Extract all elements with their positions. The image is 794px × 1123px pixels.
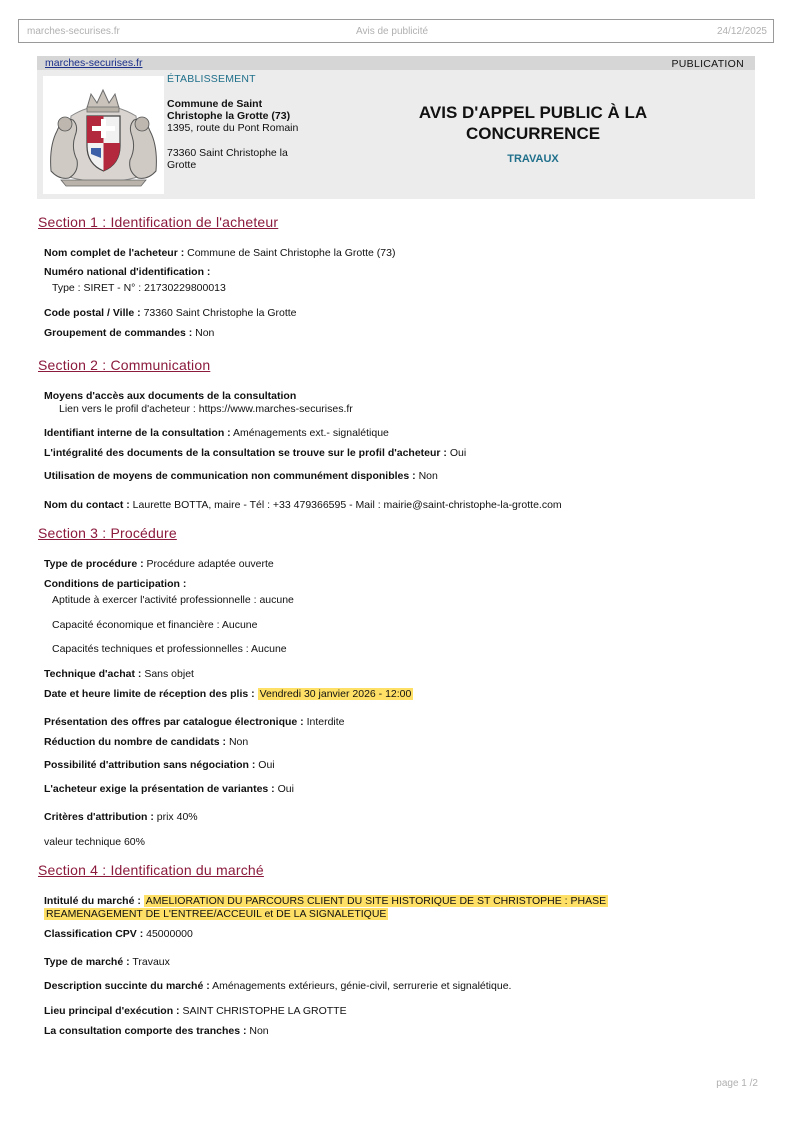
profil-acheteur-link[interactable]: Lien vers le profil d'acheteur : https://www.marches-securises.fr xyxy=(59,403,353,415)
header-strip xyxy=(37,56,755,70)
field-nom-acheteur xyxy=(44,247,395,259)
field-value: Sans objet xyxy=(144,668,194,680)
publication-label: PUBLICATION xyxy=(671,58,744,70)
section-2-title: Section 2 : Communication xyxy=(38,357,211,373)
field-label: Description succinte du marché : xyxy=(44,980,210,992)
field-label: Classification CPV : xyxy=(44,928,144,940)
field-label: Code postal / Ville : xyxy=(44,307,141,319)
date-limite-value: Vendredi 30 janvier 2026 - 12:00 xyxy=(259,688,412,700)
field-type-marche xyxy=(44,956,170,968)
field-value: Aménagements ext.- signalétique xyxy=(233,427,389,439)
field-catalogue xyxy=(44,716,345,728)
field-value: prix 40% xyxy=(156,811,198,823)
intitule-value-1: AMELIORATION DU PARCOURS CLIENT DU SITE HISTORIQUE DE ST CHRISTOPHE : PHASE xyxy=(145,895,607,907)
field-label: Nom du contact : xyxy=(44,499,130,511)
field-label: Nom complet de l'acheteur : xyxy=(44,247,185,259)
field-code-postal xyxy=(44,307,297,319)
field-value: Travaux xyxy=(132,956,170,968)
field-value: 45000000 xyxy=(146,928,193,940)
section-1-title: Section 1 : Identification de l'acheteur xyxy=(38,214,279,230)
field-label: Critères d'attribution : xyxy=(44,811,154,823)
field-utilisation xyxy=(44,470,438,482)
coat-of-arms-logo xyxy=(43,76,164,194)
field-reduction xyxy=(44,736,248,748)
field-label: Identifiant interne de la consultation : xyxy=(44,427,231,439)
field-integralite xyxy=(44,447,466,459)
intitule-value-2: REAMENAGEMENT DE L'ENTREE/ACCEUIL et DE LA SIGNALETIQUE xyxy=(46,908,387,920)
field-lieu xyxy=(44,1005,347,1017)
page-header-bar xyxy=(18,19,774,43)
field-intitule xyxy=(44,895,608,907)
field-label: La consultation comporte des tranches : xyxy=(44,1025,247,1037)
buyer-city: 73360 Saint Christophe la Grotte xyxy=(167,147,288,171)
field-value: Non xyxy=(195,327,215,339)
field-label: Groupement de commandes : xyxy=(44,327,193,339)
section-4-title: Section 4 : Identification du marché xyxy=(38,862,264,878)
site-link[interactable]: marches-securises.fr xyxy=(45,57,143,69)
field-label: Type de procédure : xyxy=(44,558,144,570)
field-label: Réduction du nombre de candidats : xyxy=(44,736,227,748)
field-label: L'intégralité des documents de la consultation se trouve sur le profil d'acheteur : xyxy=(44,447,447,459)
field-value: Commune de Saint Christophe la Grotte (73) xyxy=(187,247,396,259)
notice-title: AVIS D'APPEL PUBLIC À LA CONCURRENCE xyxy=(418,103,648,143)
notice-header xyxy=(37,56,755,199)
page-number: page 1 /2 xyxy=(716,1078,758,1089)
field-value: 73360 Saint Christophe la Grotte xyxy=(143,307,297,319)
etablissement-label: ÉTABLISSEMENT xyxy=(167,73,256,85)
field-variantes xyxy=(44,783,294,795)
field-aptitude: Aptitude à exercer l'activité professionnelle : aucune xyxy=(52,594,294,606)
field-value: Oui xyxy=(449,447,467,459)
field-label: Lieu principal d'exécution : xyxy=(44,1005,180,1017)
field-value: Laurette BOTTA, maire - Tél : +33 479366595 - Mail : mairie@saint-christophe-la-grotte.com xyxy=(132,499,562,511)
field-intitule-line2 xyxy=(44,908,388,920)
field-label: Intitulé du marché : xyxy=(44,895,141,907)
notice-type: TRAVAUX xyxy=(507,153,559,165)
field-label: Conditions de participation : xyxy=(44,578,187,590)
field-conditions xyxy=(44,578,186,590)
field-criteres-2: valeur technique 60% xyxy=(44,836,145,848)
field-label: Technique d'achat : xyxy=(44,668,142,680)
buyer-name: Commune de Saint Christophe la Grotte (73) xyxy=(167,98,291,122)
field-siret: Type : SIRET - N° : 21730229800013 xyxy=(52,282,226,294)
field-contact xyxy=(44,499,562,511)
field-value: Aménagements extérieurs, génie-civil, serrurerie et signalétique. xyxy=(212,980,512,992)
field-label: Type de marché : xyxy=(44,956,130,968)
field-sans-negociation xyxy=(44,759,275,771)
header-date: 24/12/2025 xyxy=(716,26,767,37)
field-label: Date et heure limite de réception des plis : xyxy=(44,688,255,700)
field-value: Procédure adaptée ouverte xyxy=(146,558,274,570)
field-identifiant-interne xyxy=(44,427,389,439)
section-3-title: Section 3 : Procédure xyxy=(38,525,177,541)
field-label: Présentation des offres par catalogue électronique : xyxy=(44,716,304,728)
field-cpv xyxy=(44,928,193,940)
field-tranches xyxy=(44,1025,269,1037)
field-value: Interdite xyxy=(306,716,345,728)
field-label: Numéro national d'identification : xyxy=(44,266,211,278)
field-label: Moyens d'accès aux documents de la consultation xyxy=(44,390,297,402)
field-value: Non xyxy=(418,470,438,482)
field-label: Utilisation de moyens de communication non communément disponibles : xyxy=(44,470,416,482)
field-label: Possibilité d'attribution sans négociation : xyxy=(44,759,256,771)
field-description xyxy=(44,980,511,992)
field-value: Oui xyxy=(258,759,275,771)
field-numero-national xyxy=(44,266,210,278)
field-value: Oui xyxy=(277,783,294,795)
field-label: L'acheteur exige la présentation de variantes : xyxy=(44,783,275,795)
field-value: Non xyxy=(228,736,249,748)
field-type-procedure xyxy=(44,558,274,570)
field-capacite-tech: Capacités techniques et professionnelles : Aucune xyxy=(52,643,287,655)
field-value: Non xyxy=(249,1025,269,1037)
field-date-limite xyxy=(44,688,413,700)
field-capacite-eco: Capacité économique et financière : Aucune xyxy=(52,619,258,631)
buyer-address: 1395, route du Pont Romain xyxy=(167,122,299,134)
coat-of-arms-icon xyxy=(43,76,164,194)
header-site: marches-securises.fr xyxy=(27,26,120,37)
field-criteres xyxy=(44,811,198,823)
field-value: SAINT CHRISTOPHE LA GROTTE xyxy=(182,1005,347,1017)
field-moyens-acces xyxy=(44,390,296,402)
field-technique-achat xyxy=(44,668,194,680)
header-doc-type: Avis de publicité xyxy=(356,26,429,37)
field-groupement xyxy=(44,327,214,339)
